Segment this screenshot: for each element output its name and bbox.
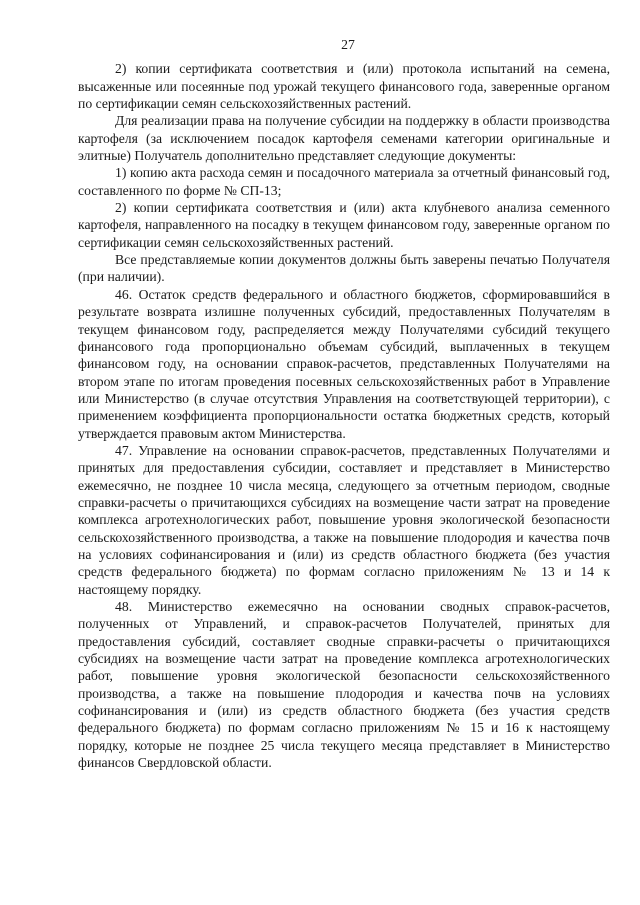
paragraph-clause-46: 46. Остаток средств федерального и областного бюджетов, сформировавшийся в результате возврата излишне полученных субсидий, предоставленных Получателям в текущем финансовом году, распределяется между Получателями субсидий текущего финансового года пропорционально объемам субсидий, выплаченных в текущем финансовом году, на основании справок-расчетов, представленных Получателями на втором этапе по итогам проведения посевных сельскохозяйственных работ в Управление или Министерство (в случае отсутствия Управления на соответствующей территории), с применением коэффициента пропорциональности остатка бюджетных средств, который утверждается правовым актом Министерства. <box>78 286 610 441</box>
paragraph-tuber-analysis: 2) копии сертификата соответствия и (или) акта клубневого анализа семенного картофеля, направленного на посадку в текущем финансовом году, заверенные органом по сертификации семян сельскохозяйственных растений. <box>78 200 610 250</box>
paragraph-sp13-act: 1) копию акта расхода семян и посадочного материала за отчетный финансовый год, составленного по форме № СП-13; <box>78 165 610 198</box>
paragraph-seed-certificates: 2) копии сертификата соответствия и (или) протокола испытаний на семена, высаженные или посеянные под урожай текущего финансового года, заверенные органом по сертификации семян сельскохозяйственных растений. <box>78 61 610 112</box>
paragraph-clause-47: 47. Управление на основании справок-расчетов, представленных Получателями и принятых для предоставления субсидии, составляет и представляет в Министерство ежемесячно, не позднее 10 числа месяца, следующего за отчетным периодом, сводные справки-расчеты о причитающихся субсидиях на возмещение части затрат на проведение комплекса агротехнологических работ, повышение уровня экологической безопасности сельскохозяйственного производства, а также на повышение плодородия и качества почв на условиях софинансирования и (или) из средств областного бюджета (без участия средств федерального бюджета) по формам согласно приложениям № 13 и 14 к настоящему порядку. <box>78 442 610 597</box>
paragraph-clause-48: 48. Министерство ежемесячно на основании сводных справок-расчетов, полученных от Управлений, и справок-расчетов Получателей, принятых для предоставления субсидий, составляет сводные справки-расчеты о причитающихся субсидиях на возмещение части затрат на проведение комплекса агротехнологических работ, повышение уровня экологической безопасности сельскохозяйственного производства, а также на повышение плодородия и качества почв на условиях софинансирования и (или) из средств областного бюджета (без участия средств федерального бюджета) по формам согласно приложениям № 15 и 16 к настоящему порядку, которые не позднее 25 числа текущего месяца представляет в Министерство финансов Свердловской области. <box>78 599 610 771</box>
page-number: 27 <box>341 37 355 52</box>
paragraph-potato-support: Для реализации права на получение субсидии на поддержку в области производства картофеля (за исключением посадок картофеля семенами категории оригинальные и элитные) Получатель дополнительно представляет следующие документы: <box>78 113 610 164</box>
paragraph-stamp-certification: Все представляемые копии документов должны быть заверены печатью Получателя (при наличии). <box>78 252 610 285</box>
